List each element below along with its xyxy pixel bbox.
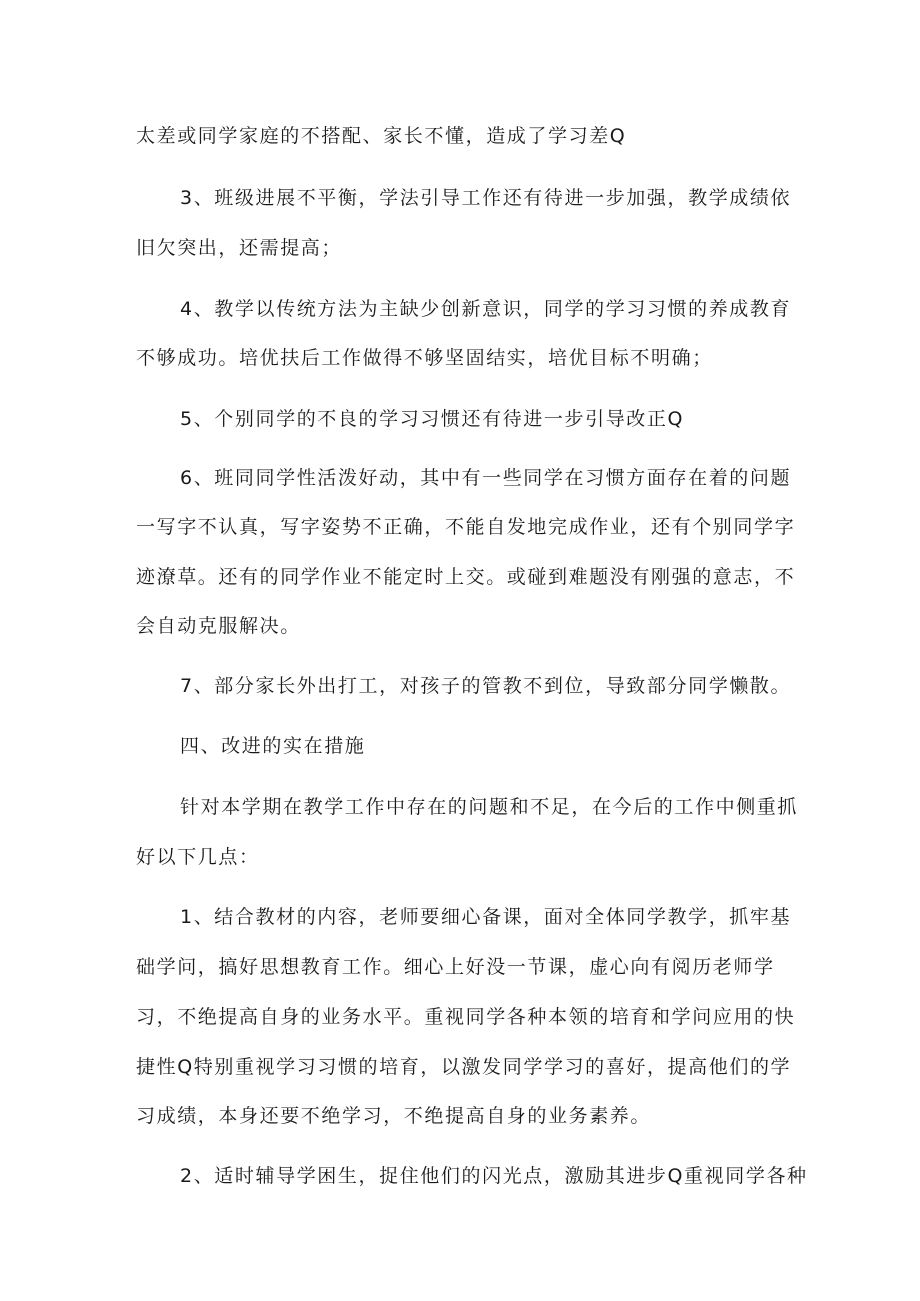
text-line: 太差或同学家庭的不搭配、家长不懂，造成了学习差Q (136, 125, 627, 147)
text-line: 5、个别同学的不良的学习习惯还有待进一步引导改正Q (180, 408, 685, 430)
text-line: 6、班同同学性活泼好动，其中有一些同学在习惯方面存在着的问题 (180, 467, 792, 489)
text-line: 3、班级进展不平衡，学法引导工作还有待进一步加强，教学成绩依 (180, 187, 792, 209)
text-line: 旧欠突出，还需提高； (136, 237, 343, 259)
text-line: 2、适时辅导学困生，捉住他们的闪光点，激励其进步Q重视同学各种 (180, 1165, 808, 1187)
text-line: 1、结合教材的内容，老师要细心备课，面对全体同学教学，抓牢基 (180, 906, 792, 928)
text-line: 好以下几点： (136, 846, 260, 868)
text-line: 础学问，搞好思想教育工作。细心上好没一节课，虚心向有阅历老师学 (136, 956, 775, 978)
text-line: 4、教学以传统方法为主缺少创新意识，同学的学习习惯的养成教育 (180, 298, 792, 320)
text-line: 捷性Q特别重视学习习惯的培育，以激发同学学习的喜好，提高他们的学 (136, 1056, 792, 1078)
text-line: 迹潦草。还有的同学作业不能定时上交。或碰到难题没有刚强的意志，不 (136, 566, 796, 588)
text-line: 7、部分家长外出打工，对孩子的管教不到位，导致部分同学懒散。 (180, 675, 792, 697)
text-line: 针对本学期在教学工作中存在的问题和不足，在今后的工作中侧重抓 (180, 796, 799, 818)
text-line: 不够成功。培优扶后工作做得不够坚固结实，培优目标不明确； (136, 347, 713, 369)
text-line: 习，不绝提高自身的业务水平。重视同学各种本领的培育和学问应用的快 (136, 1006, 796, 1028)
text-line: 会自动克服解决。 (136, 615, 301, 637)
text-line: 习成绩，本身还要不绝学习，不绝提高自身的业务素养。 (136, 1105, 652, 1127)
section-heading: 四、改进的实在措施 (180, 735, 366, 757)
text-line: 一写字不认真，写字姿势不正确，不能自发地完成作业，还有个别同学字 (136, 516, 796, 538)
